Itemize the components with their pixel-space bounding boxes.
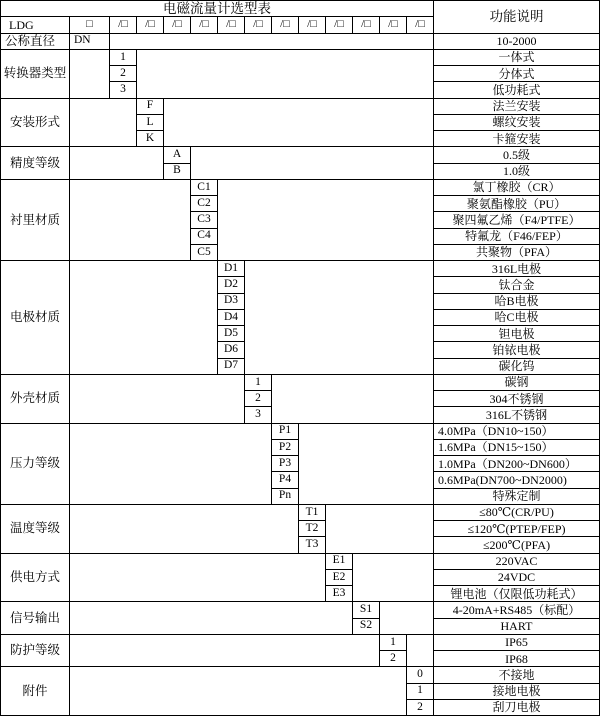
category-label: 精度等级: [1, 147, 69, 179]
model-slot-box: /□: [245, 17, 271, 32]
category-label: 温度等级: [1, 505, 69, 553]
desc-cell: 聚四氟乙烯（F4/PTFE）: [434, 212, 599, 227]
category-label: 衬里材质: [1, 180, 69, 260]
desc-cell: 碳化钨: [434, 359, 599, 374]
code-cell: D5: [218, 326, 244, 341]
model-slot-box: /□: [380, 17, 406, 32]
category-label: 供电方式: [1, 554, 69, 602]
desc-cell: 4-20mA+RS485（标配）: [434, 602, 599, 617]
desc-cell: 哈B电极: [434, 294, 599, 309]
desc-cell: ≤200℃(PFA): [434, 537, 599, 552]
code-cell: P1: [272, 424, 298, 439]
code-cell: B: [164, 164, 190, 179]
filler-cell: [70, 180, 190, 260]
desc-cell: 哈C电极: [434, 310, 599, 325]
desc-cell: HART: [434, 619, 599, 634]
model-slot-box: /□: [191, 17, 217, 32]
code-cell: D3: [218, 294, 244, 309]
model-slot-box: /□: [110, 17, 136, 32]
filler-cell: [380, 602, 433, 634]
code-cell: DN: [70, 34, 109, 49]
desc-cell: ≤80℃(CR/PU): [434, 505, 599, 520]
filler-cell: [191, 147, 433, 179]
desc-cell: 特氟龙（F46/FEP）: [434, 229, 599, 244]
code-cell: C4: [191, 229, 217, 244]
code-cell: 0: [407, 667, 433, 682]
code-cell: D4: [218, 310, 244, 325]
model-slot-box: /□: [407, 17, 433, 32]
desc-cell: 特殊定制: [434, 489, 599, 504]
filler-cell: [272, 375, 433, 423]
code-cell: T2: [299, 521, 325, 536]
filler-cell: [164, 99, 433, 147]
desc-cell: 0.6MPa(DN700~DN2000): [434, 472, 599, 487]
filler-cell: [137, 50, 433, 98]
category-label: 附件: [1, 667, 69, 715]
filler-cell: [353, 554, 433, 602]
code-cell: P2: [272, 440, 298, 455]
category-label: 公称直径: [1, 34, 69, 49]
code-cell: T3: [299, 537, 325, 552]
desc-cell: 1.6MPa（DN15~150）: [434, 440, 599, 455]
category-label: 信号输出: [1, 602, 69, 634]
code-cell: S1: [353, 602, 379, 617]
desc-cell: 接地电极: [434, 684, 599, 699]
desc-cell: 1.0级: [434, 164, 599, 179]
model-slot-box: /□: [353, 17, 379, 32]
code-cell: C5: [191, 245, 217, 260]
code-cell: E2: [326, 570, 352, 585]
desc-cell: 分体式: [434, 66, 599, 81]
filler-cell: [70, 667, 406, 715]
desc-cell: 螺纹安装: [434, 115, 599, 130]
desc-cell: IP65: [434, 635, 599, 650]
code-cell: A: [164, 147, 190, 162]
desc-cell: 10-2000: [434, 34, 599, 49]
desc-cell: 0.5级: [434, 147, 599, 162]
desc-cell: 氯丁橡胶（CR）: [434, 180, 599, 195]
code-cell: C3: [191, 212, 217, 227]
code-cell: 1: [380, 635, 406, 650]
desc-cell: 不接地: [434, 667, 599, 682]
filler-cell: [70, 50, 109, 98]
code-cell: D2: [218, 277, 244, 292]
desc-cell: 316L不锈钢: [434, 407, 599, 422]
code-cell: S2: [353, 619, 379, 634]
model-slot-box: /□: [299, 17, 325, 32]
code-cell: Pn: [272, 489, 298, 504]
code-cell: 1: [245, 375, 271, 390]
table-title: 电磁流量计选型表: [1, 1, 433, 16]
desc-cell: 一体式: [434, 50, 599, 65]
filler-cell: [70, 554, 325, 602]
desc-cell: 法兰安装: [434, 99, 599, 114]
desc-cell: 220VAC: [434, 554, 599, 569]
filler-cell: [70, 261, 217, 374]
desc-cell: 共聚物（PFA）: [434, 245, 599, 260]
desc-cell: 1.0MPa（DN200~DN600）: [434, 456, 599, 471]
desc-cell: 钽电极: [434, 326, 599, 341]
filler-cell: [245, 261, 433, 374]
filler-cell: [218, 180, 433, 260]
code-cell: C1: [191, 180, 217, 195]
code-cell: 2: [407, 700, 433, 715]
model-first-box: □: [70, 17, 109, 32]
desc-cell: 钛合金: [434, 277, 599, 292]
desc-cell: 刮刀电极: [434, 700, 599, 715]
filler-cell: [70, 375, 244, 423]
filler-cell: [407, 635, 433, 667]
desc-cell: 316L电极: [434, 261, 599, 276]
filler-cell: [70, 147, 163, 179]
code-cell: 1: [407, 684, 433, 699]
desc-cell: 碳钢: [434, 375, 599, 390]
code-cell: P3: [272, 456, 298, 471]
filler-cell: [326, 505, 433, 553]
code-cell: E1: [326, 554, 352, 569]
model-slot-box: /□: [326, 17, 352, 32]
category-label: 压力等级: [1, 424, 69, 504]
filler-cell: [70, 635, 379, 667]
code-cell: 2: [380, 651, 406, 666]
model-slot-box: /□: [218, 17, 244, 32]
filler-cell: [70, 99, 136, 147]
function-column-header: 功能说明: [434, 1, 599, 33]
desc-cell: 低功耗式: [434, 82, 599, 97]
code-cell: 3: [110, 82, 136, 97]
code-cell: F: [137, 99, 163, 114]
desc-cell: 卡箍安装: [434, 131, 599, 146]
desc-cell: ≤120℃(PTEP/FEP): [434, 521, 599, 536]
code-cell: D7: [218, 359, 244, 374]
code-cell: 1: [110, 50, 136, 65]
code-cell: L: [137, 115, 163, 130]
desc-cell: 聚氨酯橡胶（PU）: [434, 196, 599, 211]
category-label: 安装形式: [1, 99, 69, 147]
desc-cell: 铂铱电极: [434, 342, 599, 357]
code-cell: 2: [245, 391, 271, 406]
code-cell: 2: [110, 66, 136, 81]
code-cell: C2: [191, 196, 217, 211]
category-label: 转换器类型: [1, 50, 69, 98]
filler-cell: [110, 34, 433, 49]
code-cell: P4: [272, 472, 298, 487]
filler-cell: [70, 424, 271, 504]
code-cell: K: [137, 131, 163, 146]
filler-cell: [70, 505, 298, 553]
filler-cell: [70, 602, 352, 634]
desc-cell: 24VDC: [434, 570, 599, 585]
desc-cell: 304不锈钢: [434, 391, 599, 406]
category-label: 防护等级: [1, 635, 69, 667]
desc-cell: 锂电池（仅限低功耗式）: [434, 586, 599, 601]
model-slot-box: /□: [164, 17, 190, 32]
model-slot-box: /□: [137, 17, 163, 32]
model-slot-box: /□: [272, 17, 298, 32]
category-label: 电极材质: [1, 261, 69, 374]
filler-cell: [299, 424, 433, 504]
code-cell: 3: [245, 407, 271, 422]
code-cell: D1: [218, 261, 244, 276]
desc-cell: IP68: [434, 651, 599, 666]
model-code-label: LDG: [1, 17, 69, 32]
category-label: 外壳材质: [1, 375, 69, 423]
code-cell: T1: [299, 505, 325, 520]
code-cell: E3: [326, 586, 352, 601]
code-cell: D6: [218, 342, 244, 357]
desc-cell: 4.0MPa（DN10~150）: [434, 424, 599, 439]
